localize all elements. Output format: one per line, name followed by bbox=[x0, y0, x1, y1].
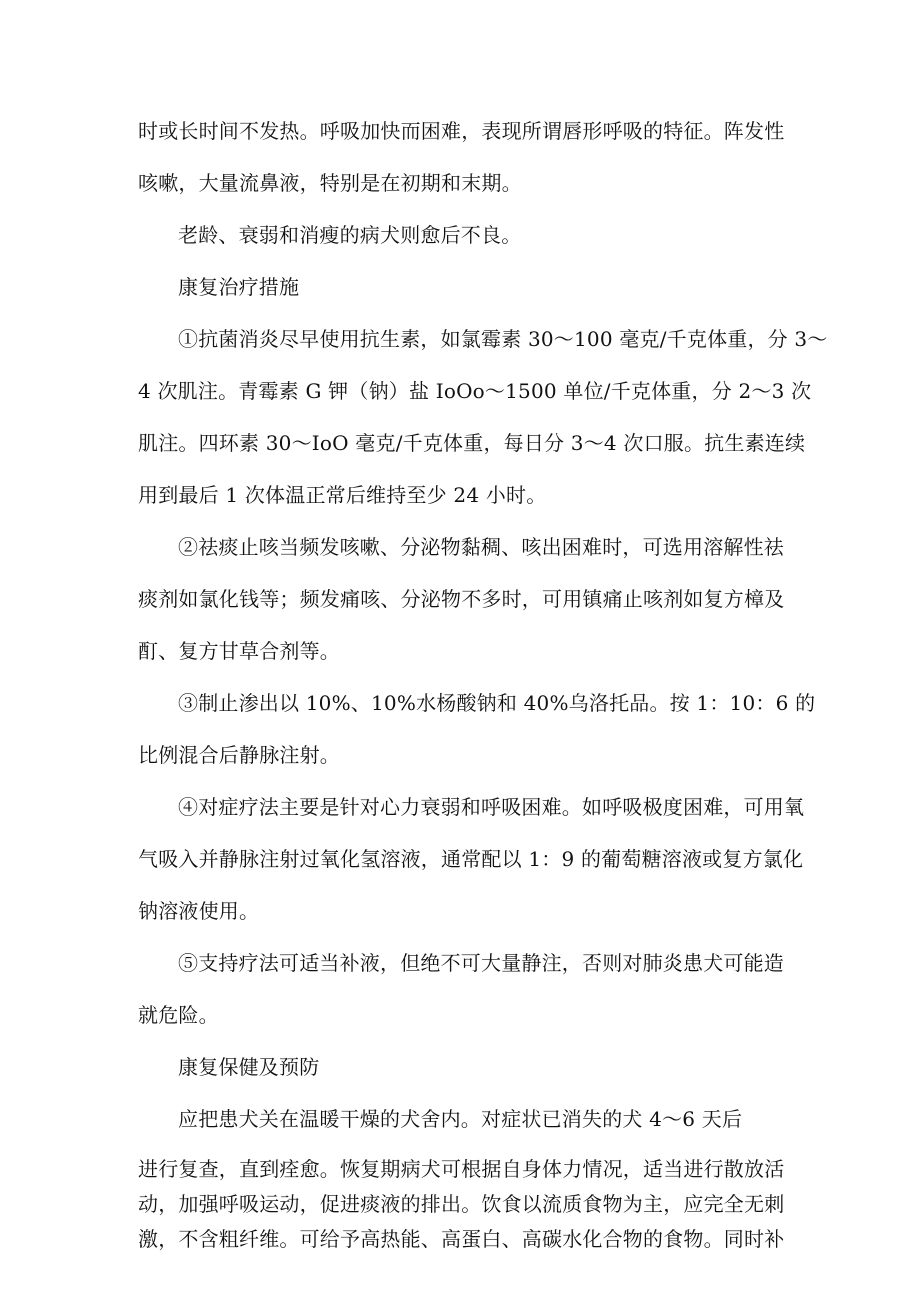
text-line: ①抗菌消炎尽早使用抗生素，如氯霉素 30～100 毫克/千克体重，分 3～ bbox=[178, 327, 828, 351]
text-line: 动，加强呼吸运动，促进痰液的排出。饮食以流质食物为主，应完全无刺 bbox=[138, 1192, 785, 1216]
text-line: 肌注。四环素 30～IoO 毫克/千克体重，每日分 3～4 次口服。抗生素连续 bbox=[138, 431, 806, 455]
text-line: 4 次肌注。青霉素 G 钾（钠）盐 IoOo～1500 单位/千克体重，分 2～3 次 bbox=[138, 379, 812, 403]
text-line: 酊、复方甘草合剂等。 bbox=[138, 639, 340, 663]
text-line: 进行复查，直到痊愈。恢复期病犬可根据自身体力情况，适当进行散放活 bbox=[138, 1157, 785, 1181]
text-line: 就危险。 bbox=[138, 1003, 219, 1027]
text-line: 应把患犬关在温暖干燥的犬舍内。对症状已消失的犬 4～6 天后 bbox=[178, 1107, 743, 1131]
text-line: ③制止渗出以 10%、10%水杨酸钠和 40%乌洛托品。按 1：10：6 的 bbox=[178, 691, 816, 715]
text-line: 用到最后 1 次体温正常后维持至少 24 小时。 bbox=[138, 483, 547, 507]
section-heading-treatment: 康复治疗措施 bbox=[178, 275, 300, 299]
text-line: ⑤支持疗法可适当补液，但绝不可大量静注，否则对肺炎患犬可能造 bbox=[178, 951, 784, 975]
text-line: 比例混合后静脉注射。 bbox=[138, 743, 340, 767]
text-line: 激，不含粗纤维。可给予高热能、高蛋白、高碳水化合物的食物。同时补 bbox=[138, 1227, 785, 1251]
text-line: 痰剂如氯化钱等；频发痛咳、分泌物不多时，可用镇痛止咳剂如复方樟及 bbox=[138, 587, 785, 611]
text-line: ②祛痰止咳当频发咳嗽、分泌物黏稠、咳出困难时，可选用溶解性祛 bbox=[178, 535, 784, 559]
text-line: ④对症疗法主要是针对心力衰弱和呼吸困难。如呼吸极度困难，可用氧 bbox=[178, 795, 805, 819]
text-line: 钠溶液使用。 bbox=[138, 899, 260, 923]
text-line: 老龄、衰弱和消瘦的病犬则愈后不良。 bbox=[178, 223, 522, 247]
section-heading-prevention: 康复保健及预防 bbox=[178, 1055, 320, 1079]
text-line: 时或长时间不发热。呼吸加快而困难，表现所谓唇形呼吸的特征。阵发性 bbox=[138, 119, 785, 143]
text-line: 气吸入并静脉注射过氧化氢溶液，通常配以 1：9 的葡萄糖溶液或复方氯化 bbox=[138, 847, 804, 871]
text-line: 咳嗽，大量流鼻液，特别是在初期和末期。 bbox=[138, 171, 522, 195]
